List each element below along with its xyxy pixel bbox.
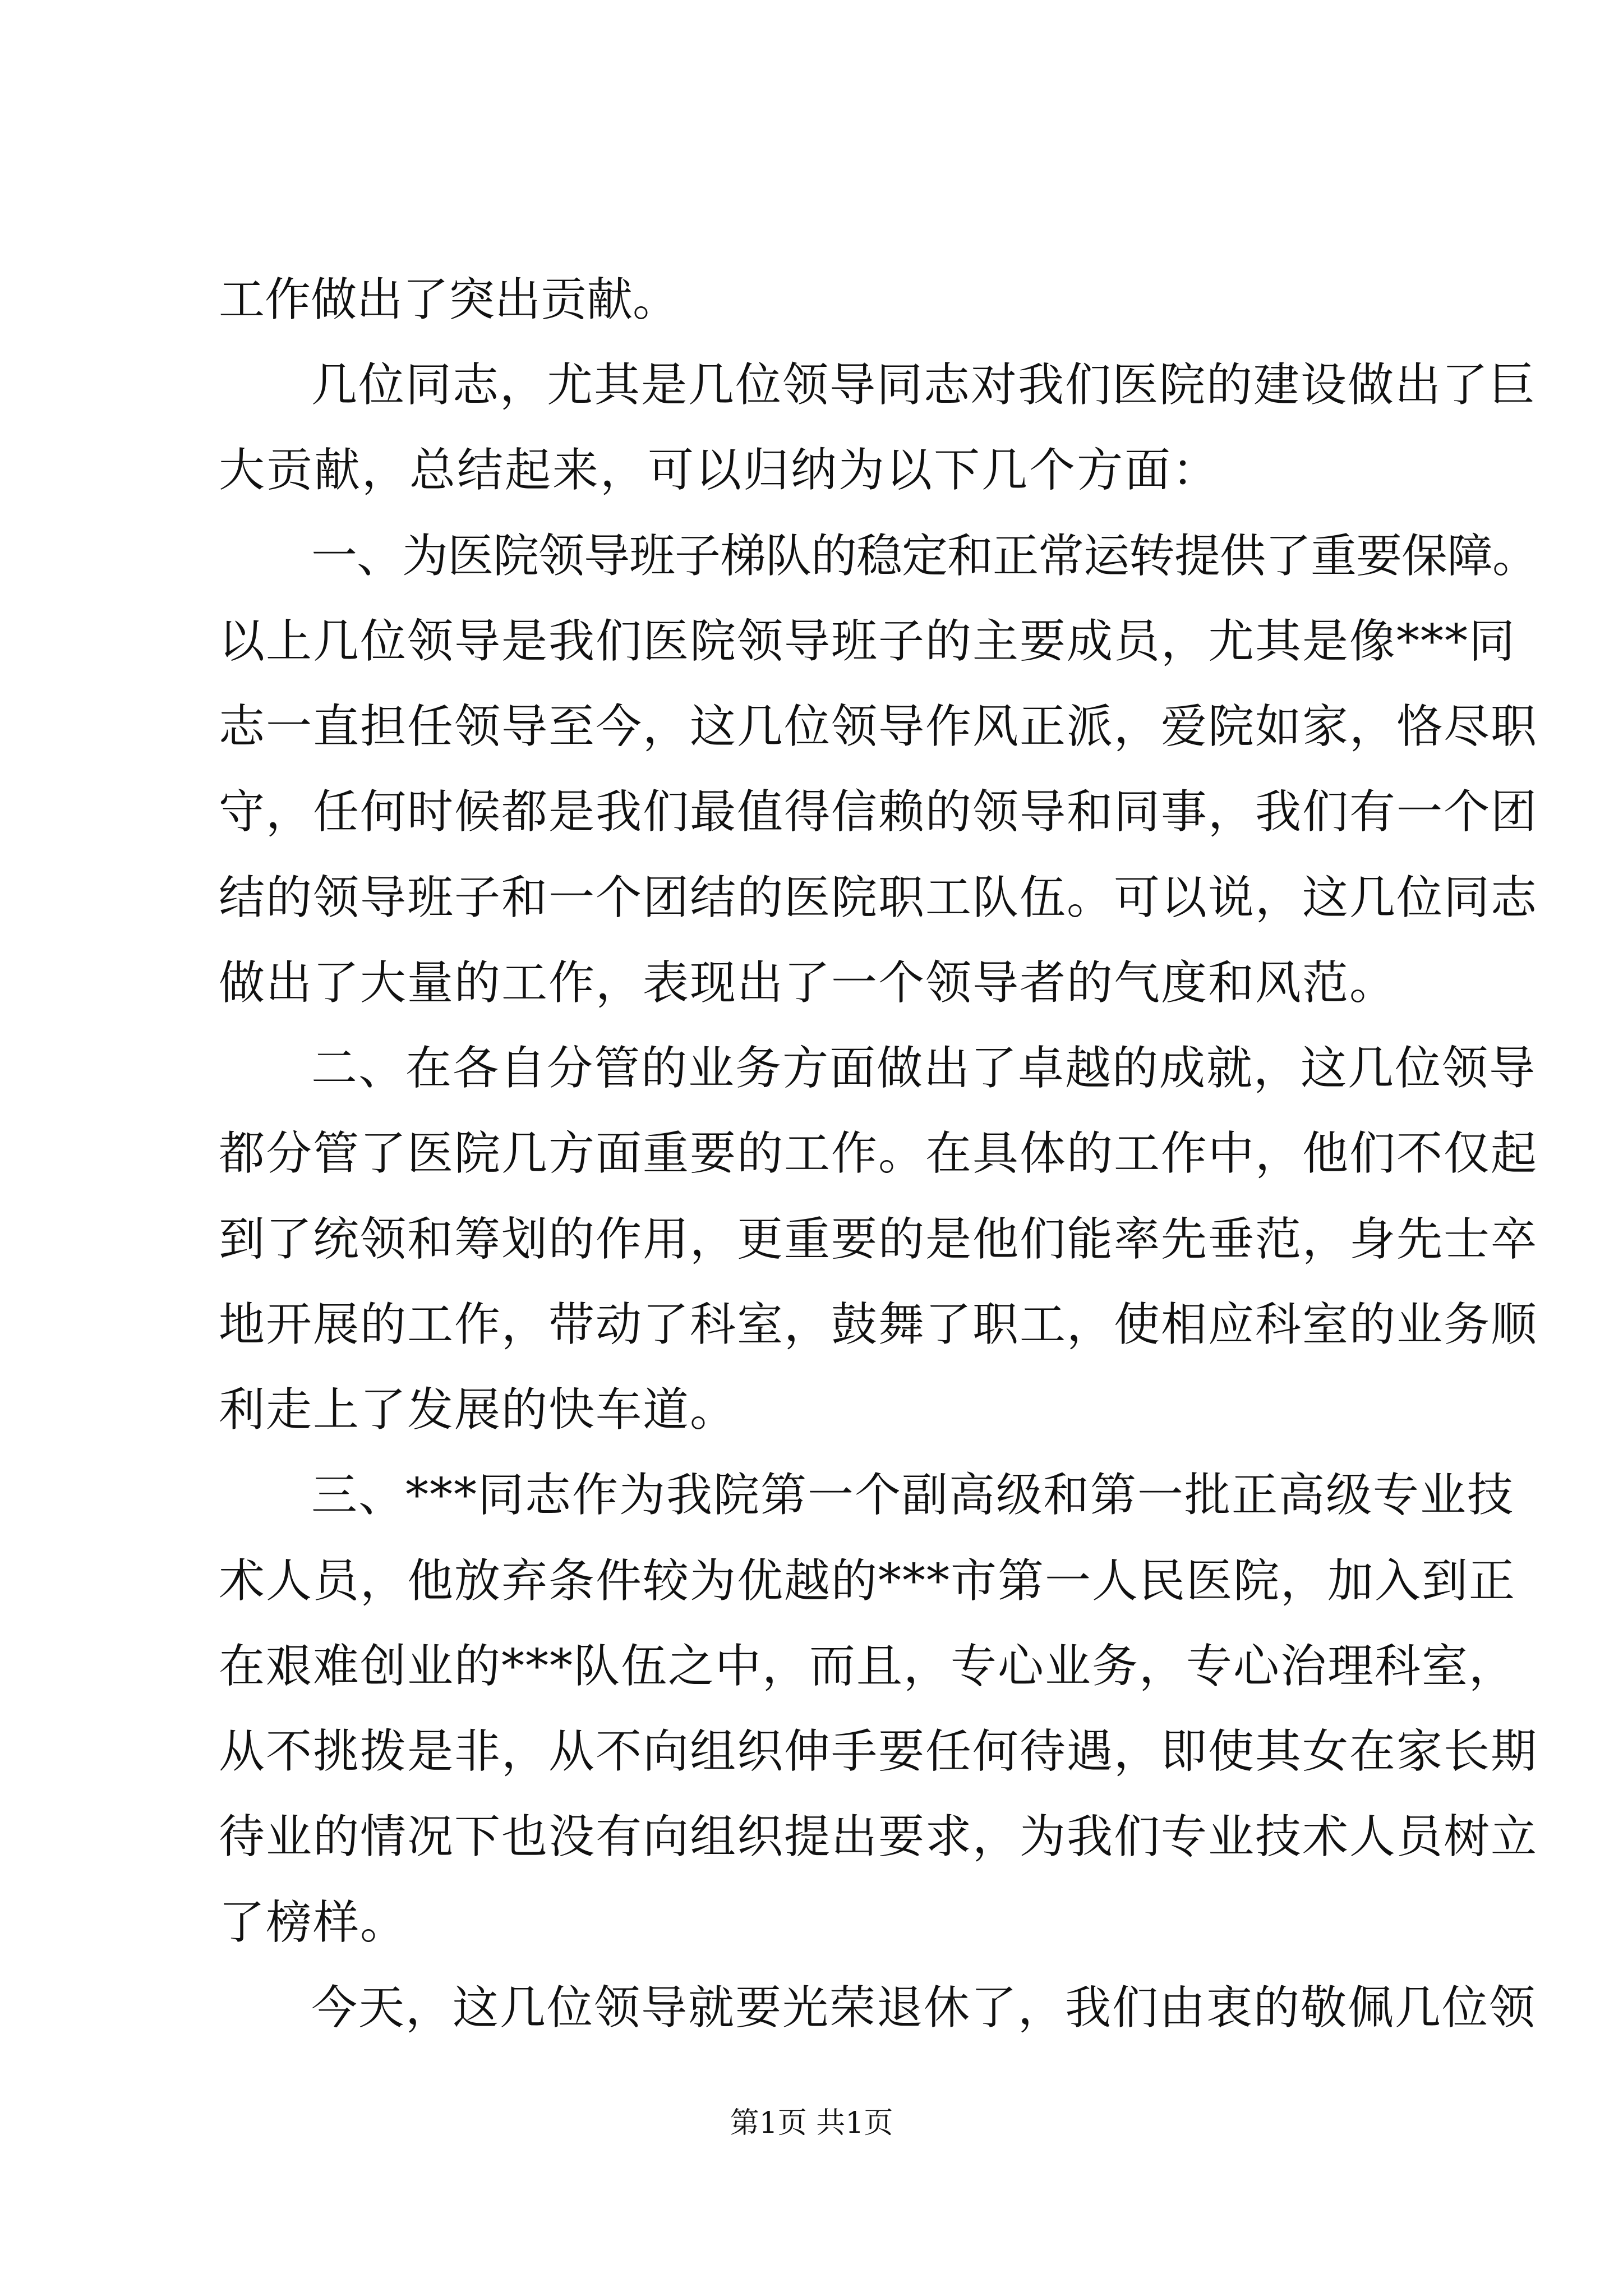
text-line: 几位同志，尤其是几位领导同志对我们医院的建设做出了巨	[311, 358, 1537, 412]
text-line: 二、在各自分管的业务方面做出了卓越的成就，这几位领导	[311, 1042, 1537, 1095]
text-line: 都分管了医院几方面重要的工作。在具体的工作中，他们不仅起	[219, 1127, 1538, 1180]
text-line: 三、***同志作为我院第一个副高级和第一批正高级专业技	[311, 1469, 1515, 1522]
text-line: 今天，这几位领导就要光荣退休了，我们由衷的敬佩几位领	[311, 1981, 1537, 2035]
text-line: 大贡献，总结起来，可以归纳为以下几个方面：	[219, 444, 1220, 497]
text-line: 在艰难创业的***队伍之中，而且，专心业务，专心治理科室，	[219, 1640, 1516, 1693]
text-line: 工作做出了突出贡献。	[219, 273, 679, 326]
text-line: 利走上了发展的快车道。	[219, 1383, 737, 1437]
text-line: 术人员，他放弃条件较为优越的***市第一人民医院，加入到正	[219, 1554, 1516, 1608]
text-line: 以上几位领导是我们医院领导班子的主要成员，尤其是像***同	[219, 615, 1516, 668]
text-line: 从不挑拨是非，从不向组织伸手要任何待遇，即使其女在家长期	[219, 1725, 1538, 1778]
page-number-footer: 第1页 共1页	[730, 2106, 893, 2140]
text-line: 一、为医院领导班子梯队的稳定和正常运转提供了重要保障。	[311, 530, 1538, 583]
text-line: 志一直担任领导至今，这几位领导作风正派，爱院如家，恪尽职	[219, 700, 1538, 753]
text-line: 地开展的工作，带动了科室，鼓舞了职工，使相应科室的业务顺	[219, 1298, 1538, 1351]
text-line: 结的领导班子和一个团结的医院职工队伍。可以说，这几位同志	[219, 871, 1538, 924]
text-line: 做出了大量的工作，表现出了一个领导者的气度和风范。	[219, 956, 1397, 1010]
text-line: 待业的情况下也没有向组织提出要求，为我们专业技术人员树立	[219, 1810, 1538, 1864]
text-line: 守，任何时候都是我们最值得信赖的领导和同事，我们有一个团	[219, 785, 1538, 839]
text-line: 到了统领和筹划的作用，更重要的是他们能率先垂范，身先士卒	[219, 1213, 1538, 1266]
text-line: 了榜样。	[219, 1896, 408, 1949]
